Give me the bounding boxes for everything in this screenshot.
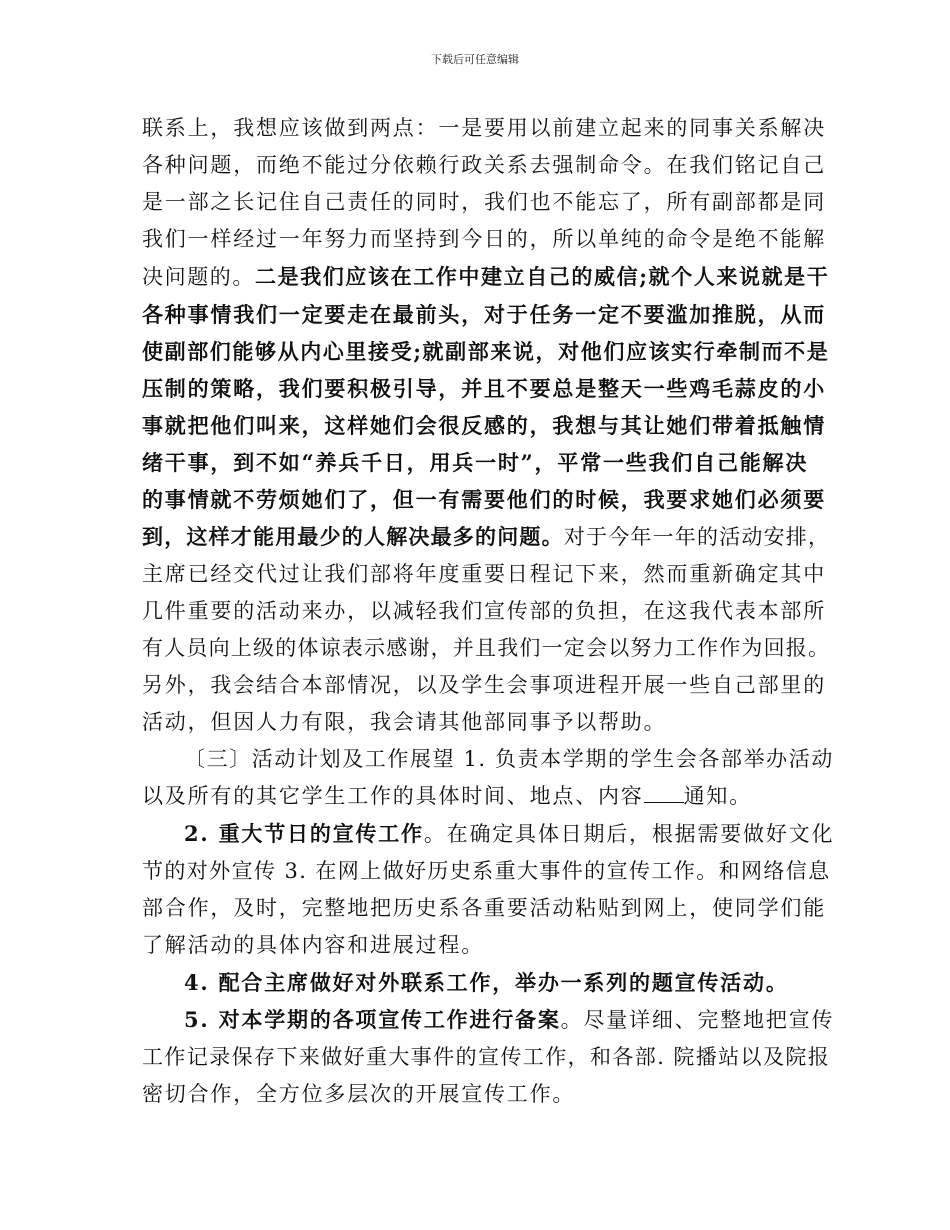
fill-blank	[644, 784, 684, 803]
text-line: 了解活动的具体内容和进展过程。	[142, 933, 484, 957]
text-run: 决问题的。	[142, 265, 255, 289]
text-line: 工作记录保存下来做好重大事件的宣传工作，和各部. 院播站以及院报	[142, 1045, 831, 1069]
bold-text-line: 事就把他们叫来，这样她们会很反感的，我想与其让她们带着抵触情	[142, 413, 826, 438]
text-line: 几件重要的活动来办，以减轻我们宣传部的负担，在这我代表本部所	[142, 599, 826, 623]
text-run: 。在确定具体日期后，根据需要做好文化	[423, 822, 835, 846]
bold-text-run: 5. 对本学期的各项宣传工作进行备案	[184, 1007, 561, 1032]
text-line	[142, 518, 832, 556]
text-run: 对于今年一年的活动安排，	[563, 525, 831, 549]
text-line: 部合作，及时，完整地把历史系各重要活动粘贴到网上，使同学们能	[142, 896, 826, 920]
text-run: 以及所有的其它学生工作的具体时间、地点、内容	[142, 784, 644, 808]
paragraph-5	[142, 1001, 835, 1113]
bold-text-line: 使副部们能够从内心里接受;就副部来说，对他们应该实行牵制而不是	[142, 339, 830, 364]
text-line: 活动，但因人力有限，我会请其他部同事予以帮助。	[142, 710, 667, 734]
text-line	[142, 778, 832, 815]
text-run: 通知。	[683, 784, 753, 808]
bold-text-line: 的事情就不劳烦她们了，但一有需要他们的时候，我要求她们必须要	[142, 487, 826, 512]
paragraph-4	[142, 964, 832, 1001]
text-line: 另外，我会结合本部情况，以及学生会事项进程开展一些自己部里的	[142, 673, 826, 697]
text-line: 节的对外宣传 3. 在网上做好历史系重大事件的宣传工作。和网络信息	[142, 859, 831, 883]
text-line	[142, 815, 835, 853]
paragraph-2	[142, 741, 832, 815]
paragraph-3	[142, 815, 835, 964]
text-line	[142, 258, 832, 296]
text-line: 各种问题，而绝不能过分依赖行政关系去强制命令。在我们铭记自己	[142, 153, 826, 177]
text-line: 〔三〕活动计划及工作展望 1. 负责本学期的学生会各部举办活动	[184, 747, 834, 771]
text-run: 。尽量详细、完整地把宣传	[560, 1008, 835, 1032]
document-body	[142, 110, 835, 1113]
page-header: 下载后可任意编辑	[431, 53, 519, 66]
text-line: 我们一样经过一年努力而坚持到今日的，所以单纯的命令是绝不能解	[142, 227, 826, 251]
bold-text-run: 二是我们应该在工作中建立自己的威信;就个人来说就是干	[255, 264, 830, 289]
text-line: 主席已经交代过让我们部将年度重要日程记下来，然而重新确定其中	[142, 562, 826, 586]
bold-text-run: 2. 重大节日的宣传工作	[184, 821, 424, 846]
text-line: 密切合作，全方位多层次的开展宣传工作。	[142, 1082, 576, 1106]
bold-text-line: 各种事情我们一定要走在最前头，对于任务一定不要滥加推脱，从而	[142, 302, 826, 327]
bold-text-line: 4. 配合主席做好对外联系工作，举办一系列的题宣传活动。	[184, 970, 789, 995]
bold-text-line: 压制的策略，我们要积极引导，并且不要总是整天一些鸡毛蒜皮的小	[142, 376, 826, 401]
paragraph-1	[142, 110, 832, 741]
text-line: 是一部之长记住自己责任的同时，我们也不能忘了，所有副部都是同	[142, 190, 826, 214]
bold-text-run: 到，这样才能用最少的人解决最多的问题。	[142, 524, 564, 549]
text-line: 联系上，我想应该做到两点：一是要用以前建立起来的同事关系解决	[142, 116, 826, 140]
text-line	[142, 1001, 835, 1039]
text-line: 有人员向上级的体谅表示感谢，并且我们一定会以努力工作作为回报。	[142, 636, 831, 660]
bold-text-line: 绪干事，到不如“养兵千日，用兵一时”，平常一些我们自己能解决	[142, 450, 809, 475]
